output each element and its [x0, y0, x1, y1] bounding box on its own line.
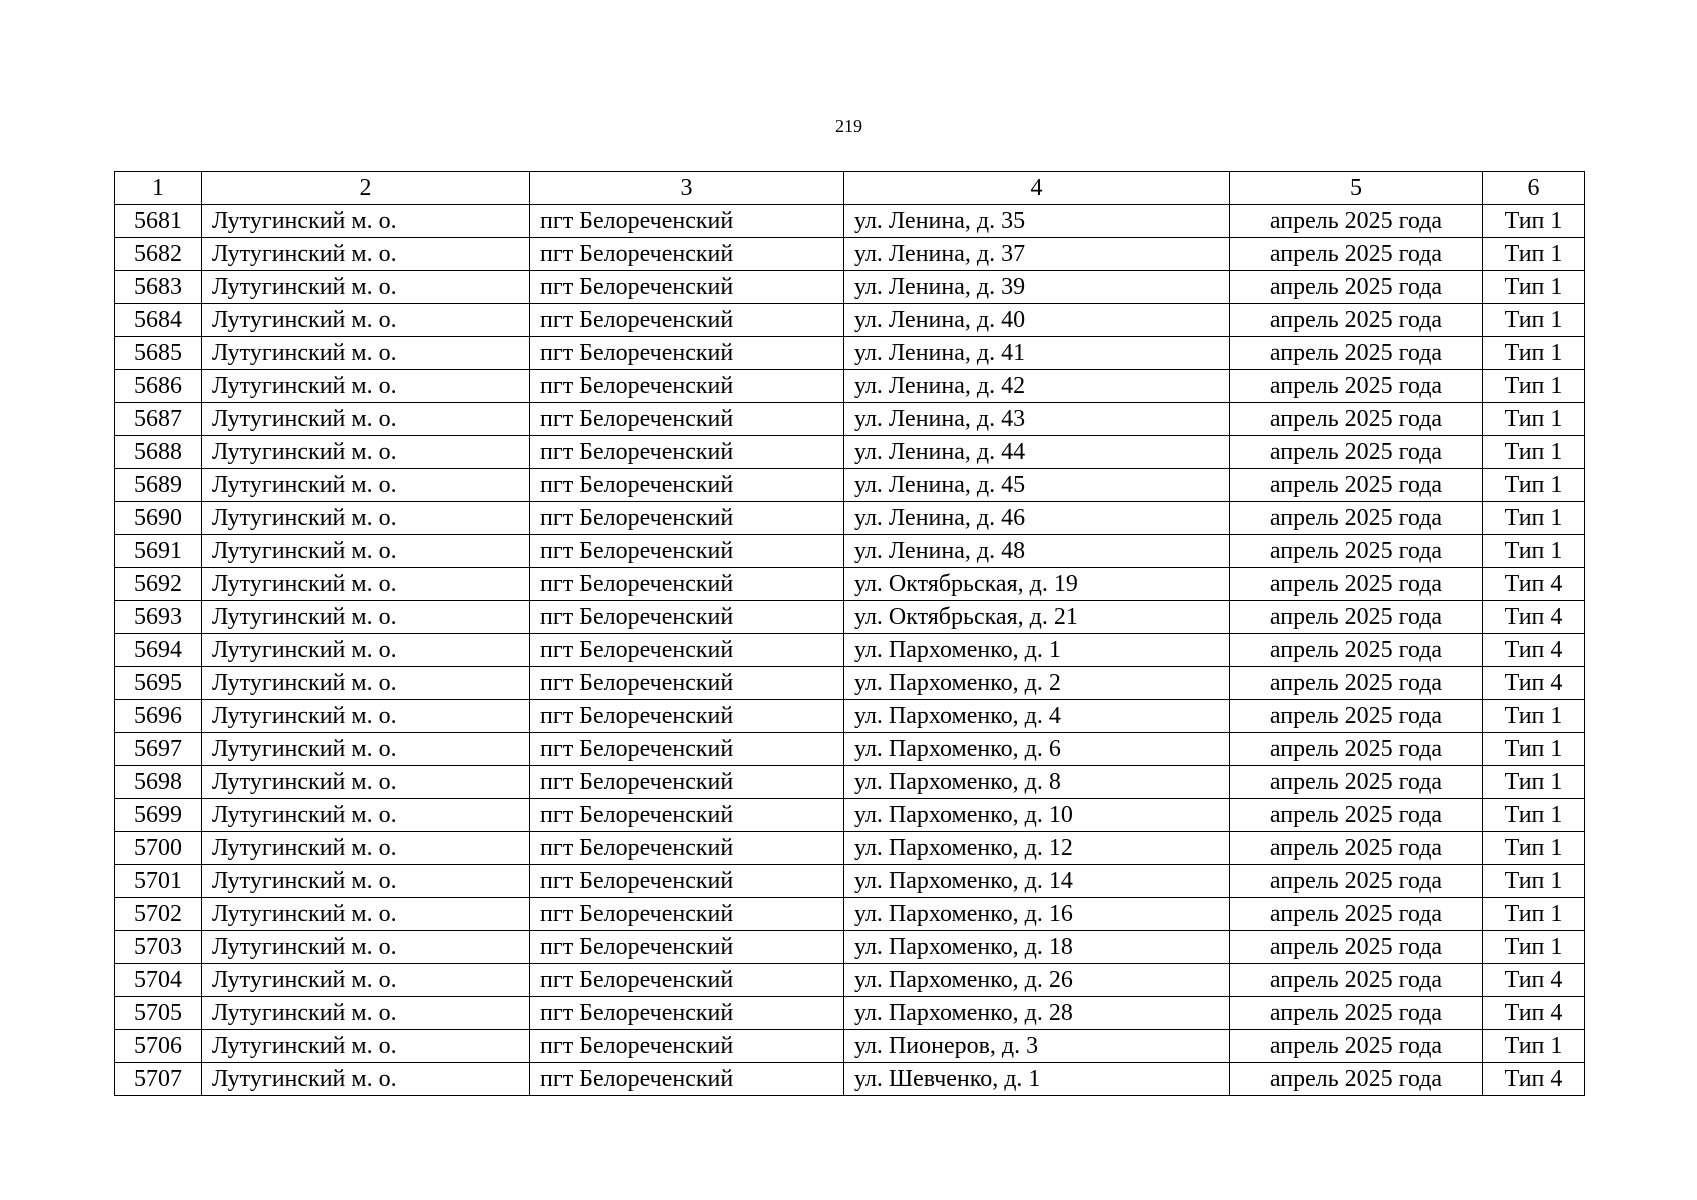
cell-type: Тип 1 [1483, 1030, 1585, 1063]
cell-type: Тип 1 [1483, 766, 1585, 799]
header-col-3: 3 [530, 172, 844, 205]
cell-district: Лутугинский м. о. [202, 568, 530, 601]
table-row [115, 568, 1585, 601]
cell-locality: пгт Белореченский [530, 304, 844, 337]
table-row [115, 502, 1585, 535]
cell-row-number: 5695 [115, 667, 202, 700]
table-row [115, 700, 1585, 733]
cell-district: Лутугинский м. о. [202, 997, 530, 1030]
cell-locality: пгт Белореченский [530, 733, 844, 766]
cell-date: апрель 2025 года [1230, 271, 1483, 304]
cell-row-number: 5707 [115, 1063, 202, 1096]
cell-row-number: 5685 [115, 337, 202, 370]
table-header [115, 172, 1585, 205]
table-row [115, 535, 1585, 568]
table-body [115, 205, 1585, 1096]
cell-address: ул. Ленина, д. 37 [844, 238, 1230, 271]
cell-locality: пгт Белореченский [530, 337, 844, 370]
cell-locality: пгт Белореченский [530, 568, 844, 601]
cell-locality: пгт Белореченский [530, 601, 844, 634]
header-col-1: 1 [115, 172, 202, 205]
table-row [115, 733, 1585, 766]
cell-row-number: 5706 [115, 1030, 202, 1063]
cell-district: Лутугинский м. о. [202, 337, 530, 370]
cell-date: апрель 2025 года [1230, 238, 1483, 271]
cell-type: Тип 1 [1483, 832, 1585, 865]
cell-type: Тип 4 [1483, 997, 1585, 1030]
table-row [115, 898, 1585, 931]
cell-district: Лутугинский м. о. [202, 436, 530, 469]
cell-row-number: 5686 [115, 370, 202, 403]
cell-type: Тип 4 [1483, 964, 1585, 997]
table-row [115, 634, 1585, 667]
table-row [115, 436, 1585, 469]
cell-locality: пгт Белореченский [530, 865, 844, 898]
cell-district: Лутугинский м. о. [202, 238, 530, 271]
cell-locality: пгт Белореченский [530, 832, 844, 865]
cell-row-number: 5691 [115, 535, 202, 568]
cell-locality: пгт Белореченский [530, 502, 844, 535]
cell-date: апрель 2025 года [1230, 436, 1483, 469]
cell-address: ул. Пархоменко, д. 28 [844, 997, 1230, 1030]
table-row [115, 403, 1585, 436]
cell-date: апрель 2025 года [1230, 601, 1483, 634]
cell-type: Тип 1 [1483, 238, 1585, 271]
cell-date: апрель 2025 года [1230, 1063, 1483, 1096]
cell-date: апрель 2025 года [1230, 832, 1483, 865]
cell-address: ул. Пархоменко, д. 26 [844, 964, 1230, 997]
cell-locality: пгт Белореченский [530, 667, 844, 700]
cell-type: Тип 1 [1483, 337, 1585, 370]
table-row [115, 832, 1585, 865]
cell-locality: пгт Белореченский [530, 436, 844, 469]
cell-district: Лутугинский м. о. [202, 865, 530, 898]
cell-district: Лутугинский м. о. [202, 667, 530, 700]
cell-locality: пгт Белореченский [530, 964, 844, 997]
cell-district: Лутугинский м. о. [202, 304, 530, 337]
cell-date: апрель 2025 года [1230, 766, 1483, 799]
cell-date: апрель 2025 года [1230, 733, 1483, 766]
cell-row-number: 5702 [115, 898, 202, 931]
cell-address: ул. Октябрьская, д. 21 [844, 601, 1230, 634]
cell-address: ул. Пархоменко, д. 8 [844, 766, 1230, 799]
cell-district: Лутугинский м. о. [202, 733, 530, 766]
cell-address: ул. Октябрьская, д. 19 [844, 568, 1230, 601]
cell-address: ул. Шевченко, д. 1 [844, 1063, 1230, 1096]
header-col-6: 6 [1483, 172, 1585, 205]
cell-type: Тип 1 [1483, 700, 1585, 733]
cell-date: апрель 2025 года [1230, 535, 1483, 568]
cell-type: Тип 1 [1483, 271, 1585, 304]
cell-type: Тип 1 [1483, 436, 1585, 469]
cell-address: ул. Ленина, д. 39 [844, 271, 1230, 304]
cell-date: апрель 2025 года [1230, 667, 1483, 700]
cell-row-number: 5699 [115, 799, 202, 832]
table-row [115, 865, 1585, 898]
cell-address: ул. Пархоменко, д. 6 [844, 733, 1230, 766]
cell-type: Тип 4 [1483, 568, 1585, 601]
cell-district: Лутугинский м. о. [202, 1063, 530, 1096]
cell-date: апрель 2025 года [1230, 799, 1483, 832]
cell-locality: пгт Белореченский [530, 931, 844, 964]
cell-date: апрель 2025 года [1230, 931, 1483, 964]
cell-district: Лутугинский м. о. [202, 898, 530, 931]
cell-locality: пгт Белореченский [530, 271, 844, 304]
table-row [115, 271, 1585, 304]
cell-district: Лутугинский м. о. [202, 502, 530, 535]
cell-address: ул. Пархоменко, д. 12 [844, 832, 1230, 865]
cell-row-number: 5689 [115, 469, 202, 502]
cell-date: апрель 2025 года [1230, 304, 1483, 337]
cell-address: ул. Ленина, д. 48 [844, 535, 1230, 568]
cell-address: ул. Ленина, д. 43 [844, 403, 1230, 436]
table-row [115, 337, 1585, 370]
cell-district: Лутугинский м. о. [202, 700, 530, 733]
cell-row-number: 5690 [115, 502, 202, 535]
cell-district: Лутугинский м. о. [202, 370, 530, 403]
cell-locality: пгт Белореченский [530, 799, 844, 832]
header-col-4: 4 [844, 172, 1230, 205]
table-row [115, 238, 1585, 271]
cell-locality: пгт Белореченский [530, 700, 844, 733]
cell-district: Лутугинский м. о. [202, 271, 530, 304]
cell-date: апрель 2025 года [1230, 403, 1483, 436]
cell-address: ул. Пионеров, д. 3 [844, 1030, 1230, 1063]
table-row [115, 667, 1585, 700]
cell-locality: пгт Белореченский [530, 469, 844, 502]
header-row [115, 172, 1585, 205]
cell-date: апрель 2025 года [1230, 370, 1483, 403]
cell-type: Тип 1 [1483, 799, 1585, 832]
table-row [115, 205, 1585, 238]
cell-type: Тип 4 [1483, 667, 1585, 700]
cell-row-number: 5700 [115, 832, 202, 865]
cell-address: ул. Ленина, д. 45 [844, 469, 1230, 502]
cell-row-number: 5696 [115, 700, 202, 733]
cell-district: Лутугинский м. о. [202, 799, 530, 832]
cell-type: Тип 4 [1483, 1063, 1585, 1096]
cell-type: Тип 1 [1483, 931, 1585, 964]
cell-locality: пгт Белореченский [530, 1063, 844, 1096]
table-row [115, 601, 1585, 634]
table-row [115, 370, 1585, 403]
cell-row-number: 5682 [115, 238, 202, 271]
cell-district: Лутугинский м. о. [202, 634, 530, 667]
cell-date: апрель 2025 года [1230, 1030, 1483, 1063]
cell-locality: пгт Белореченский [530, 997, 844, 1030]
cell-address: ул. Ленина, д. 42 [844, 370, 1230, 403]
cell-row-number: 5704 [115, 964, 202, 997]
cell-address: ул. Пархоменко, д. 4 [844, 700, 1230, 733]
table-row [115, 964, 1585, 997]
table-row [115, 799, 1585, 832]
cell-type: Тип 1 [1483, 370, 1585, 403]
table-row [115, 1063, 1585, 1096]
cell-district: Лутугинский м. о. [202, 535, 530, 568]
cell-row-number: 5683 [115, 271, 202, 304]
cell-type: Тип 1 [1483, 865, 1585, 898]
cell-locality: пгт Белореченский [530, 403, 844, 436]
cell-address: ул. Ленина, д. 41 [844, 337, 1230, 370]
cell-date: апрель 2025 года [1230, 898, 1483, 931]
table-row [115, 469, 1585, 502]
table-row [115, 1030, 1585, 1063]
table-row [115, 766, 1585, 799]
cell-type: Тип 4 [1483, 601, 1585, 634]
cell-date: апрель 2025 года [1230, 337, 1483, 370]
cell-address: ул. Пархоменко, д. 10 [844, 799, 1230, 832]
cell-address: ул. Ленина, д. 35 [844, 205, 1230, 238]
cell-row-number: 5684 [115, 304, 202, 337]
cell-locality: пгт Белореченский [530, 535, 844, 568]
cell-address: ул. Ленина, д. 46 [844, 502, 1230, 535]
cell-district: Лутугинский м. о. [202, 931, 530, 964]
cell-date: апрель 2025 года [1230, 502, 1483, 535]
cell-row-number: 5697 [115, 733, 202, 766]
cell-locality: пгт Белореченский [530, 238, 844, 271]
cell-row-number: 5688 [115, 436, 202, 469]
cell-date: апрель 2025 года [1230, 997, 1483, 1030]
cell-date: апрель 2025 года [1230, 865, 1483, 898]
cell-address: ул. Пархоменко, д. 16 [844, 898, 1230, 931]
cell-date: апрель 2025 года [1230, 634, 1483, 667]
cell-row-number: 5694 [115, 634, 202, 667]
cell-district: Лутугинский м. о. [202, 1030, 530, 1063]
cell-locality: пгт Белореченский [530, 898, 844, 931]
cell-row-number: 5703 [115, 931, 202, 964]
cell-date: апрель 2025 года [1230, 469, 1483, 502]
cell-row-number: 5698 [115, 766, 202, 799]
cell-row-number: 5687 [115, 403, 202, 436]
cell-district: Лутугинский м. о. [202, 205, 530, 238]
table-row [115, 997, 1585, 1030]
cell-district: Лутугинский м. о. [202, 469, 530, 502]
cell-locality: пгт Белореченский [530, 766, 844, 799]
cell-address: ул. Пархоменко, д. 1 [844, 634, 1230, 667]
cell-district: Лутугинский м. о. [202, 601, 530, 634]
cell-type: Тип 1 [1483, 898, 1585, 931]
cell-type: Тип 1 [1483, 469, 1585, 502]
cell-date: апрель 2025 года [1230, 700, 1483, 733]
cell-date: апрель 2025 года [1230, 964, 1483, 997]
cell-address: ул. Ленина, д. 40 [844, 304, 1230, 337]
page-number: 219 [835, 116, 862, 136]
cell-type: Тип 1 [1483, 304, 1585, 337]
cell-locality: пгт Белореченский [530, 634, 844, 667]
cell-locality: пгт Белореченский [530, 1030, 844, 1063]
cell-type: Тип 1 [1483, 403, 1585, 436]
cell-district: Лутугинский м. о. [202, 403, 530, 436]
registry-table [114, 171, 1585, 1096]
cell-row-number: 5692 [115, 568, 202, 601]
cell-district: Лутугинский м. о. [202, 766, 530, 799]
cell-type: Тип 1 [1483, 733, 1585, 766]
cell-locality: пгт Белореченский [530, 205, 844, 238]
cell-date: апрель 2025 года [1230, 568, 1483, 601]
cell-address: ул. Пархоменко, д. 14 [844, 865, 1230, 898]
cell-type: Тип 1 [1483, 535, 1585, 568]
cell-type: Тип 1 [1483, 502, 1585, 535]
cell-district: Лутугинский м. о. [202, 832, 530, 865]
table-row [115, 931, 1585, 964]
cell-type: Тип 1 [1483, 205, 1585, 238]
cell-type: Тип 4 [1483, 634, 1585, 667]
cell-address: ул. Ленина, д. 44 [844, 436, 1230, 469]
header-col-5: 5 [1230, 172, 1483, 205]
cell-row-number: 5705 [115, 997, 202, 1030]
cell-locality: пгт Белореченский [530, 370, 844, 403]
cell-address: ул. Пархоменко, д. 18 [844, 931, 1230, 964]
cell-date: апрель 2025 года [1230, 205, 1483, 238]
cell-row-number: 5701 [115, 865, 202, 898]
table-row [115, 304, 1585, 337]
cell-row-number: 5681 [115, 205, 202, 238]
cell-address: ул. Пархоменко, д. 2 [844, 667, 1230, 700]
header-col-2: 2 [202, 172, 530, 205]
cell-district: Лутугинский м. о. [202, 964, 530, 997]
cell-row-number: 5693 [115, 601, 202, 634]
